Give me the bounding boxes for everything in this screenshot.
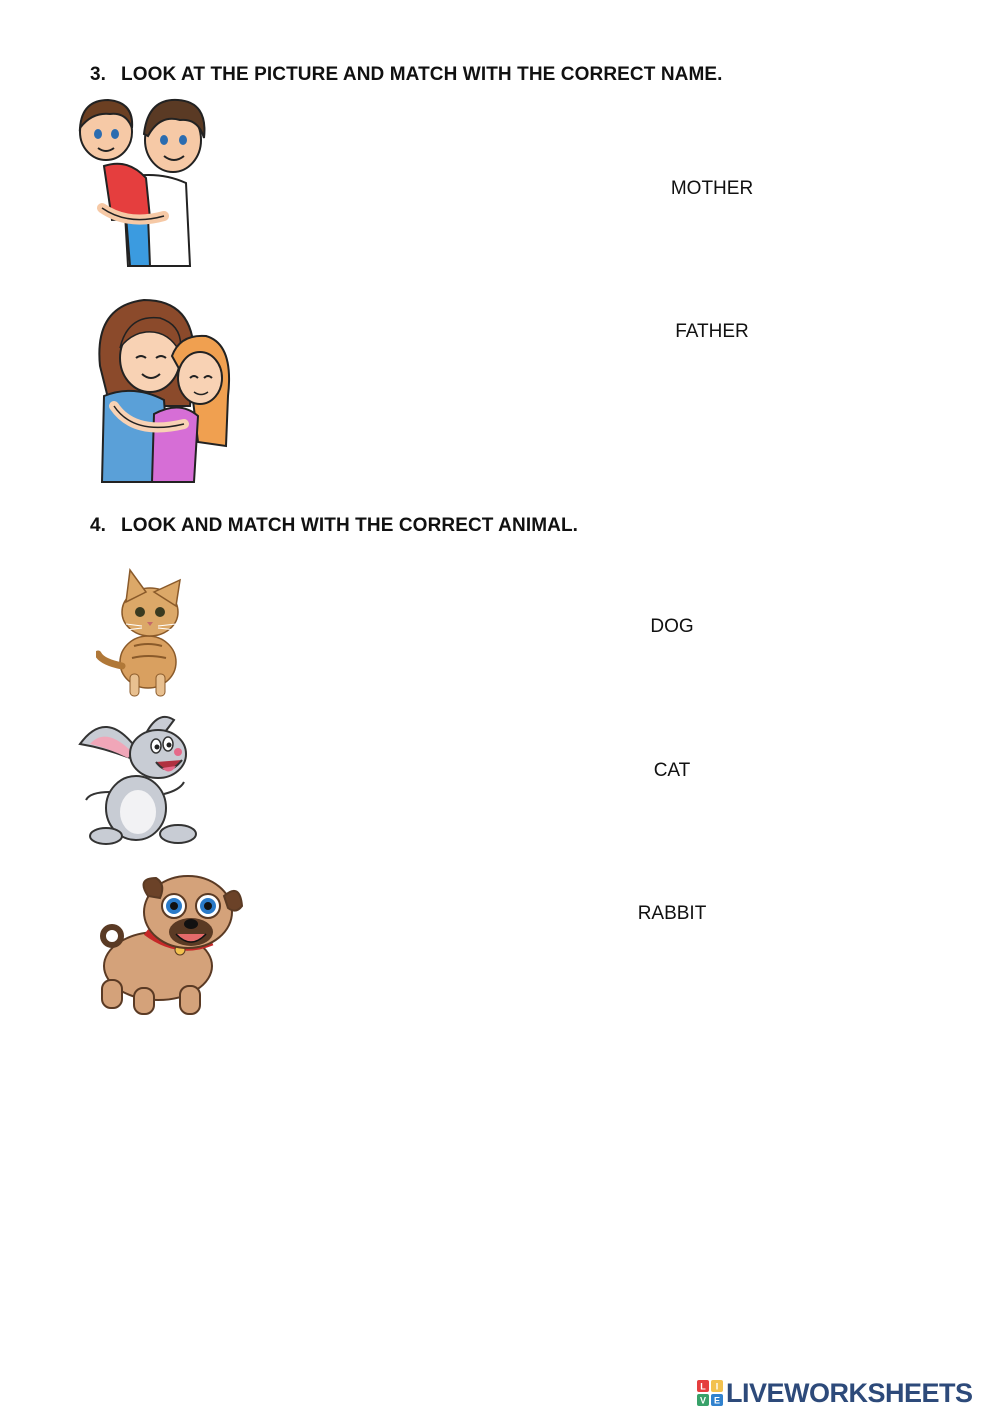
mother-with-daughter-picture xyxy=(94,296,234,486)
liveworksheets-logo-text: LIVEWORKSHEETS xyxy=(726,1378,973,1408)
father-with-son-picture xyxy=(68,88,210,268)
section-4-title: LOOK AND MATCH WITH THE CORRECT ANIMAL. xyxy=(121,515,579,536)
section-4-number: 4. xyxy=(90,515,107,536)
section-3-title: LOOK AT THE PICTURE AND MATCH WITH THE CORRECT NAME. xyxy=(121,64,723,85)
liveworksheets-logo-icon xyxy=(697,1380,723,1406)
kitten-picture xyxy=(96,566,198,698)
word-dog: DOG xyxy=(650,616,694,637)
word-cat: CAT xyxy=(653,760,691,781)
svg-text:E: E xyxy=(713,1395,721,1406)
rabbit-picture xyxy=(76,708,200,848)
word-rabbit: RABBIT xyxy=(637,903,707,924)
liveworksheets-logo xyxy=(697,1378,973,1408)
svg-text:V: V xyxy=(699,1395,707,1406)
word-mother: MOTHER xyxy=(670,178,754,199)
word-father: FATHER xyxy=(675,321,749,342)
svg-text:I: I xyxy=(715,1381,719,1392)
pug-dog-picture xyxy=(96,872,244,1020)
section-3-number: 3. xyxy=(90,64,107,85)
section-4-heading xyxy=(90,515,578,537)
svg-text:L: L xyxy=(700,1381,706,1392)
section-3-heading xyxy=(90,64,723,86)
